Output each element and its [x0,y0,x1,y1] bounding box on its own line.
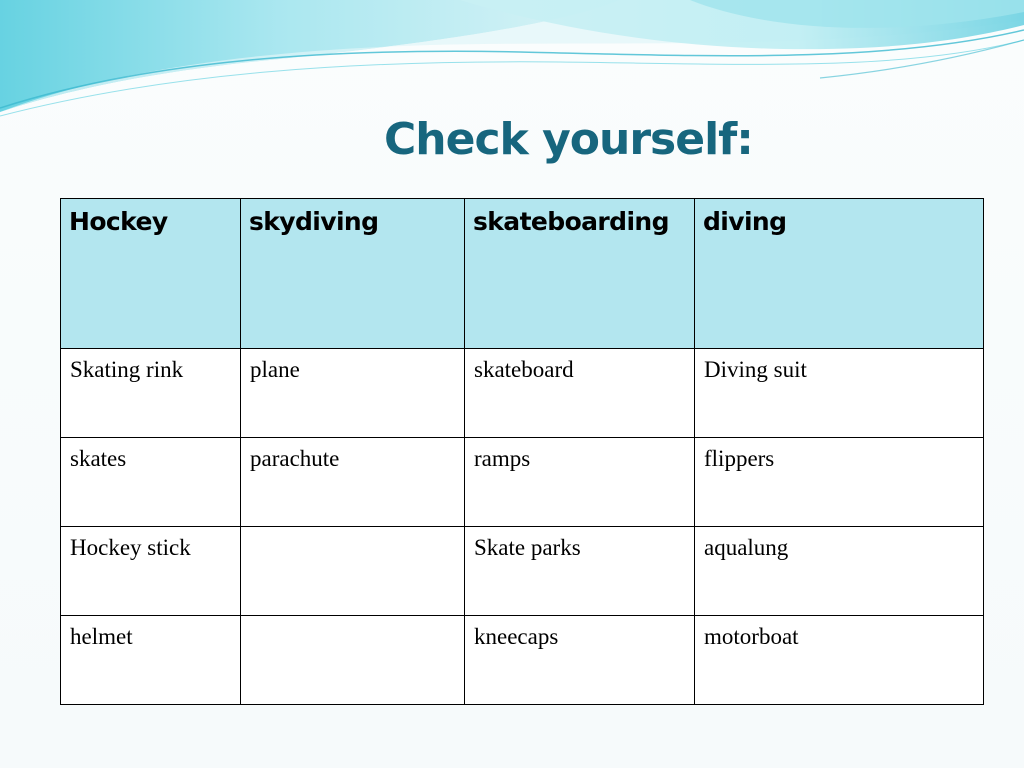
table-row [61,349,984,438]
table-cell: skateboard [465,349,695,438]
table-cell: motorboat [695,616,984,705]
table-cell: Diving suit [695,349,984,438]
table-cell: parachute [241,438,465,527]
table-cell: ramps [465,438,695,527]
slide-title: Check yourself: [384,114,753,165]
table-cell: kneecaps [465,616,695,705]
table-cell: Skating rink [61,349,241,438]
table-cell: skates [61,438,241,527]
header-skateboarding: skateboarding [465,199,695,349]
table-cell [241,527,465,616]
table-cell: aqualung [695,527,984,616]
table-cell: Hockey stick [61,527,241,616]
table-header-row [61,199,984,349]
header-skydiving: skydiving [241,199,465,349]
header-hockey: Hockey [61,199,241,349]
table-cell: Skate parks [465,527,695,616]
table-cell: plane [241,349,465,438]
vocabulary-table [60,198,984,705]
table-row [61,527,984,616]
table-row [61,438,984,527]
table-row [61,616,984,705]
table-cell: helmet [61,616,241,705]
table-cell [241,616,465,705]
header-diving: diving [695,199,984,349]
table-cell: flippers [695,438,984,527]
